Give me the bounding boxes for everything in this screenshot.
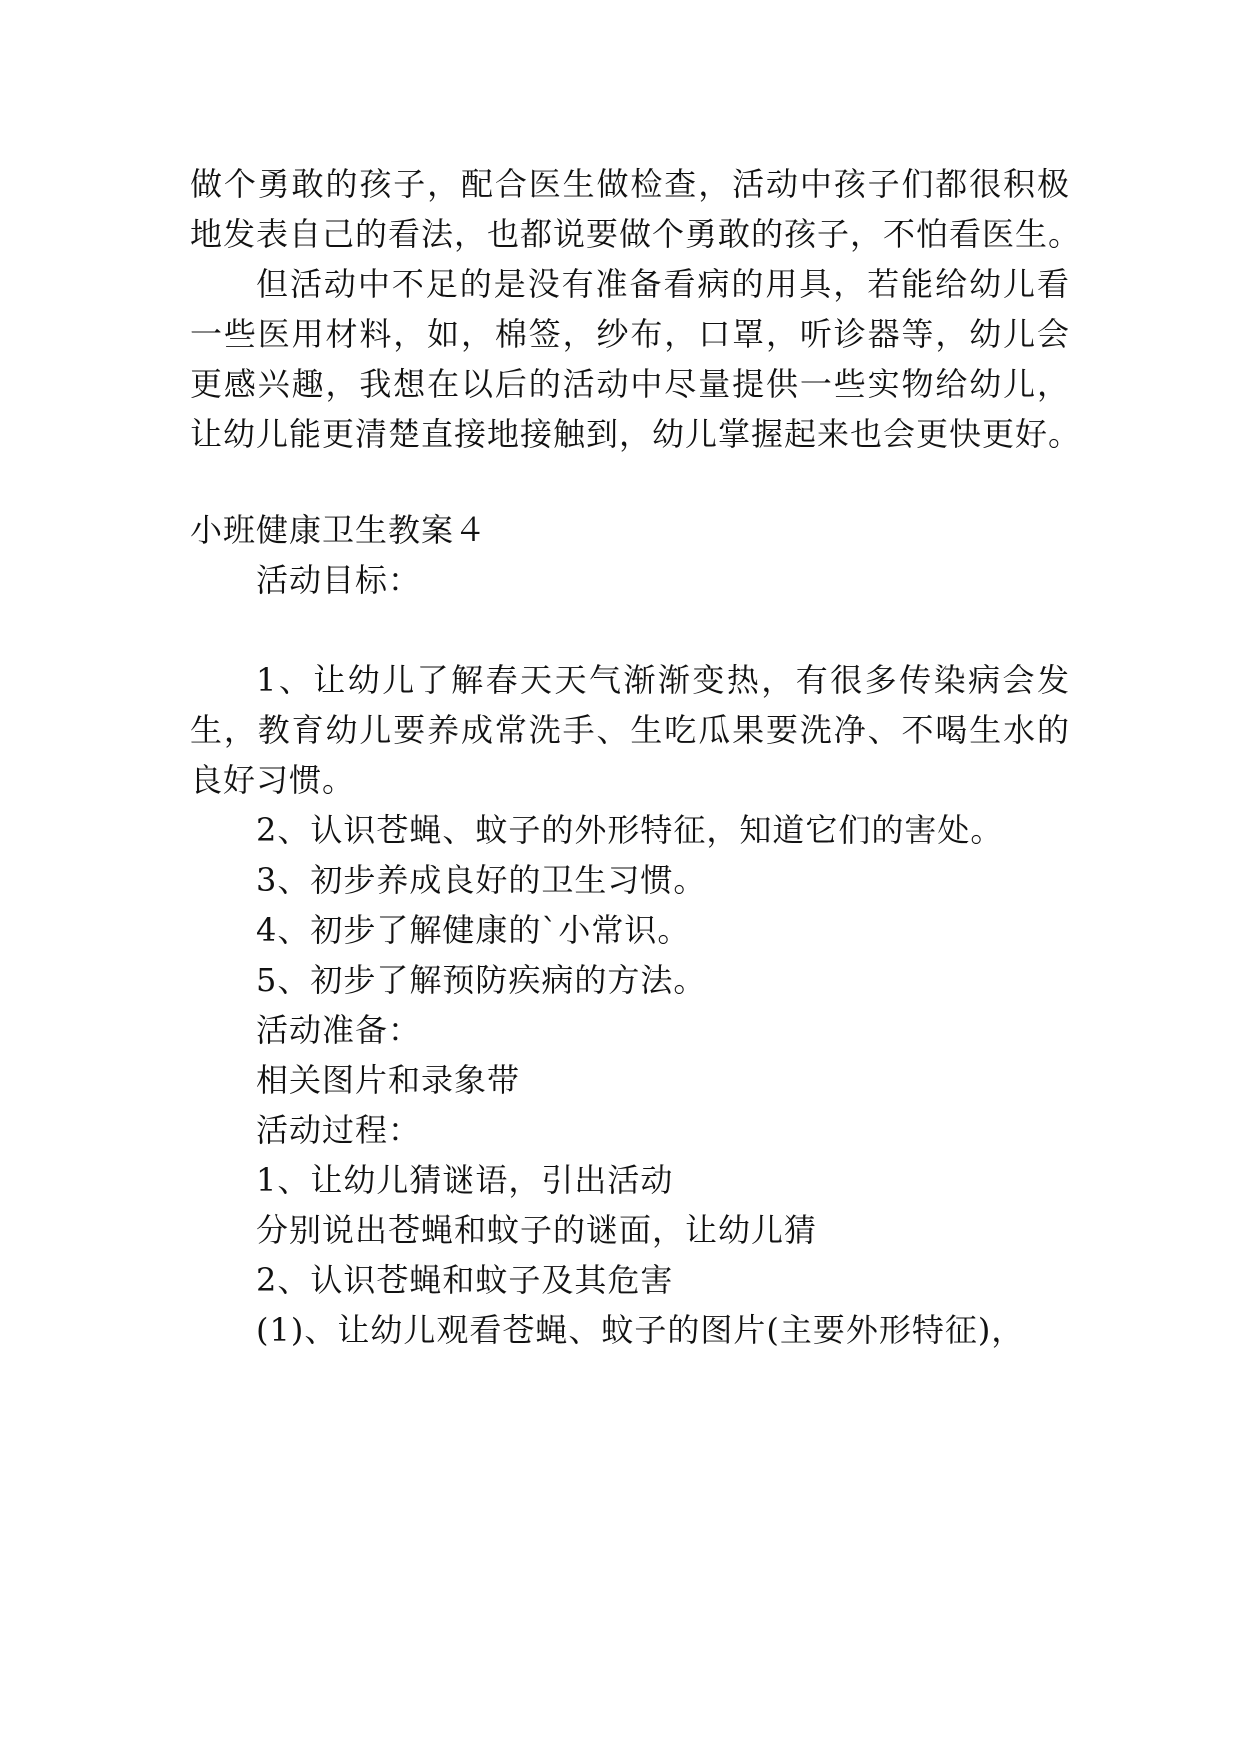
paragraph-line: 让幼儿能更清楚直接地接触到，幼儿掌握起来也会更快更好。 — [190, 415, 1082, 453]
preparation-heading: 活动准备： — [256, 1011, 422, 1049]
paragraph-line: 一些医用材料，如，棉签，纱布，口罩，听诊器等，幼儿会 — [190, 315, 1070, 353]
goal-item-1-line: 1、让幼儿了解春天天气渐渐变热，有很多传染病会发 — [256, 661, 1070, 699]
process-heading: 活动过程： — [256, 1111, 422, 1149]
goals-heading: 活动目标： — [256, 561, 422, 599]
goal-item-5: 5、初步了解预防疾病的方法。 — [256, 961, 707, 999]
process-step-1: 1、让幼儿猜谜语，引出活动 — [256, 1161, 674, 1199]
section-title: 小班健康卫生教案４ — [190, 511, 488, 549]
goal-item-1-line: 良好习惯。 — [190, 761, 356, 799]
goal-item-4: 4、初步了解健康的`小常识。 — [256, 911, 691, 949]
goal-item-3: 3、初步养成良好的卫生习惯。 — [256, 861, 707, 899]
paragraph-line: 但活动中不足的是没有准备看病的用具，若能给幼儿看 — [256, 265, 1070, 303]
preparation-content: 相关图片和录象带 — [256, 1061, 521, 1099]
process-step-1-detail: 分别说出苍蝇和蚊子的谜面，让幼儿猜 — [256, 1211, 818, 1249]
paragraph-line: 做个勇敢的孩子，配合医生做检查，活动中孩子们都很积极 — [190, 165, 1070, 203]
paragraph-line: 地发表自己的看法，也都说要做个勇敢的孩子，不怕看医生。 — [190, 215, 1082, 253]
process-step-2-sub-1: (1)、让幼儿观看苍蝇、蚊子的图片(主要外形特征)， — [256, 1311, 1025, 1349]
goal-item-2: 2、认识苍蝇、蚊子的外形特征，知道它们的害处。 — [256, 811, 1004, 849]
process-step-2: 2、认识苍蝇和蚊子及其危害 — [256, 1261, 674, 1299]
paragraph-line: 更感兴趣，我想在以后的活动中尽量提供一些实物给幼儿， — [190, 365, 1070, 403]
goal-item-1-line: 生，教育幼儿要养成常洗手、生吃瓜果要洗净、不喝生水的 — [190, 711, 1070, 749]
